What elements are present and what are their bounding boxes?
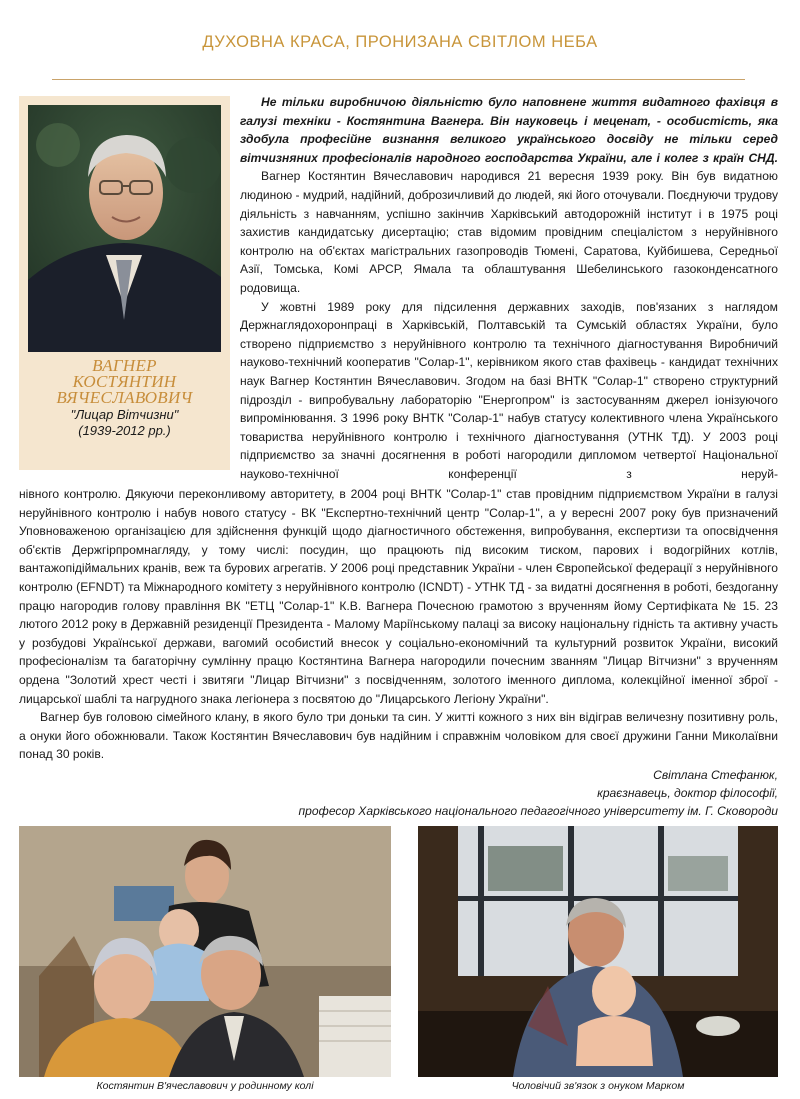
portrait-card: [19, 96, 230, 470]
article-paragraph-3: Вагнер був головою сімейного клану, в якого було три доньки та син. У житті кожного з них він відіграв величезну позитивну роль, а онуки його обожнювали. Також Костянтин Вячеславович був надійним і справжнім чоловіком для своєї дружини Ганни Миколаївни понад 30 років.: [19, 710, 778, 762]
header-divider: [52, 79, 745, 80]
portrait-caption: [19, 407, 230, 439]
article-column-text: [240, 93, 778, 483]
article-paragraph-2-column: У жовтні 1989 року для підсилення державних заходів, пов'язаних з наглядом Держнаглядохоронпраці в Харківській, Полтавській та Сумській областях України, було створено підприємство з неруйнівного контролю та технічного діагностування Виробничий науково-технічний кооператив "Солар-1", керівником якого став фахівець - кандидат технічних наук Вагнер Костянтин Вячеславович. Згодом на базі ВНТК "Солар-1" створено структурний підрозділ - випробувальну лабораторію "Енергопром" із застосуванням джерел іонізуючого випромінювання. З 1996 року ВНТК "Солар-1" набув статусу колективного члена Українського товариства неруйнівного контролю і технічного діагностування (УТНК ТД). У 2003 році підприємство за значні досягнення в роботі нагородили дипломом четвертої Національної науково-технічної конференції з неруй-: [240, 299, 778, 481]
article-paragraph-1: Вагнер Костянтин Вячеславович народився 21 вересня 1939 року. Він був видатною людиною - мудрий, надійний, доброзичливий до людей, які його оточували. Поєднуючи трудову діяльність з навчанням, успішно закінчив Харківський автодорожній інститут і в 1975 році захистив кандидатську дисертацію; став відомим провідним спеціалістом з неруйнівного контролю на об'єктах магістральних газопроводів Тюмені, Саратова, Куйбишева, Середньої Азії, Томська, Комі АРСР, Ямала та облаштування Шебелинського газоконденсатного родовища.: [240, 169, 778, 295]
portrait-surname: ВАГНЕР: [92, 356, 157, 375]
author-affiliation: професор Харківського національного педагогічного університету ім. Г. Сковороди: [298, 804, 778, 818]
family-photo: [19, 826, 391, 1077]
portrait-first-name: КОСТЯНТИН: [72, 372, 177, 391]
portrait-honorary-title: "Лицар Вітчизни": [70, 407, 179, 422]
author-signature: [299, 766, 779, 820]
portrait-patronymic: ВЯЧЕСЛАВОВИЧ: [56, 388, 193, 407]
grandson-photo: [418, 826, 778, 1077]
article-paragraph-2-continued: нівного контролю. Дякуючи переконливому авторитету, в 2004 році ВНТК "Солар-1" став провідним підприємством України в галузі неруйнівного контролю і набув нового статусу - ВК "Експертно-технічний центр "Солар-1", а у вересні 2007 року був призначений Уповноваженою організацією для здійснення функцій щодо діагностичного обстеження, випробування, експертизи та опосвідчення об'єктів Держгірпромнагляду, у тому числі: посудин, що працюють під високим тиском, парових і водогрійних котлів, вантажопідіймальних кранів, веж та бурових агрегатів. У 2006 році представник України - член Європейської федерації з неруйнівного контролю (EFNDT) та Міжнародного комітету з неруйнівного контролю (ICNDT) - УТНК ТД - за видатні досягнення в роботі, бездоганну працю нагородив голову правління ВК "ЕТЦ "Солар-1" К.В. Вагнера Почесною грамотою з врученням йому Сертифіката № 15. 23 лютого 2012 року в Державній резиденції Президента - Малому Маріїнському палаці за високу національну гідність та активну участь у розбудові Української держави, вагомий особистий внесок у соціально-економічний та культурний розвиток України, високий професіоналізм та багаторічну сумлінну працю Костянтина Вагнера нагородили почесним званням "Лицар Вітчизни" з врученням ордена "Золотий хрест честі і звитяги "Лицар Вітчизни" з посвідченням, золотого іменного диплома, колекційної іменної зброї - лицарської шаблі та нагрудного знака легіонера з посвятою до "Лицарського Легіону України".: [19, 487, 778, 706]
author-role: краєзнавець, доктор філософії,: [597, 786, 778, 800]
portrait-photo: [28, 105, 221, 352]
page-header-title: ДУХОВНА КРАСА, ПРОНИЗАНА СВІТЛОМ НЕБА: [202, 33, 598, 51]
family-photo-caption: Костянтин В'ячеславович у родинному колі: [96, 1080, 314, 1092]
portrait-name: [19, 358, 230, 406]
article-full-width-text: [19, 485, 778, 764]
article-lead: Не тільки виробничою діяльністю було наповнене життя видатного фахівця в галузі техніки - Костянтина Вагнера. Він науковець і меценат, - особистість, яка здобула професійне визнання великого українського досвіду не тільки серед вітчизняних професіоналів народного господарства України, але і колег з країн СНД.: [240, 95, 778, 165]
author-name: Світлана Стефанюк,: [653, 768, 778, 782]
portrait-years: (1939-2012 рр.): [78, 423, 171, 438]
grandson-photo-caption: Чоловічий зв'язок з онуком Марком: [511, 1080, 685, 1092]
